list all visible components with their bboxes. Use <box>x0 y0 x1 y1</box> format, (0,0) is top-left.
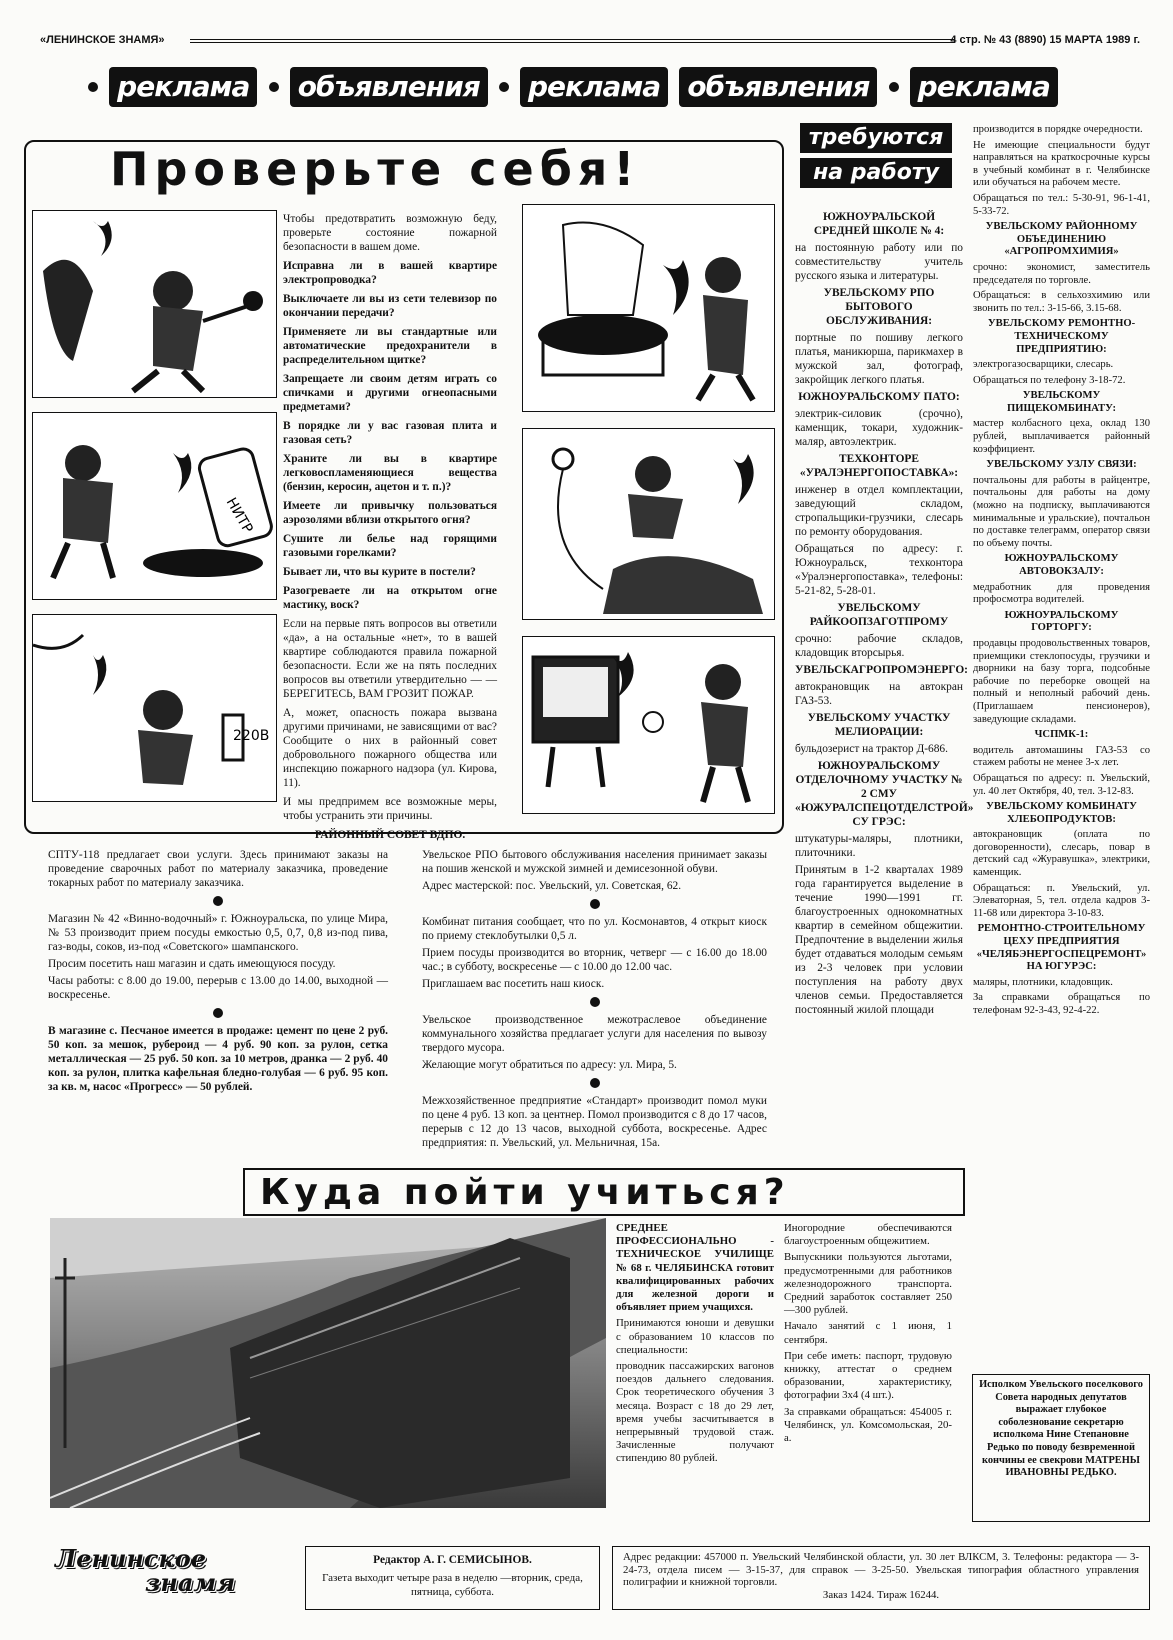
study-text: Начало занятий с 1 июня, 1 сентября. <box>784 1320 952 1346</box>
bottle-label: 220В <box>233 728 270 744</box>
cartoon-panel-electric-plug <box>32 210 277 398</box>
flame-icon <box>93 655 106 695</box>
job-employer: ЮЖНОУРАЛЬСКОЙ СРЕДНЕЙ ШКОЛЕ № 4: <box>813 211 945 237</box>
ad-text: Увельское производственное межотраслевое объединение коммунального хозяйства предлагает услуги для населения по вывозу твердого мусора. <box>422 1014 767 1054</box>
flame-icon <box>93 221 112 256</box>
cartoon-panel-chemicals <box>32 412 277 600</box>
editorial-address: Адрес редакции: 457000 п. Увельский Челябинской области, ул. 30 лет ВЛКСМ, 3. Телефоны: редактора — 3-24-73, отдела писем — 3-15-37, для справок — 3-25-50. Увельская типография областного управления полиграфии и книжной торговли. <box>623 1551 1139 1588</box>
flame-icon <box>173 453 191 493</box>
banner-word: объявления <box>290 67 488 107</box>
banner-dot <box>889 82 899 92</box>
ad-text: СПТУ-118 предлагает свои услуги. Здесь принимают заказы на проведение сварочных работ по материалу заказчика, проведение токарных работ по материалу заказчика. <box>48 849 388 889</box>
separator-dot <box>213 1008 223 1018</box>
job-employer: РЕМОНТНО-СТРОИТЕЛЬНОМУ ЦЕХУ ПРЕДПРИЯТИЯ «ЧЕЛЯБЭНЕРГОСПЕЦРЕМОНТ» НА ЮГУРЭС: <box>976 923 1147 973</box>
jobs-header-line1: требуются <box>800 123 952 153</box>
cartoon-plug-illustration <box>33 211 276 397</box>
job-employer: УВЕЛЬСКОМУ РАЙОННОМУ ОБЪЕДИНЕНИЮ «АГРОПРОМХИМИЯ» <box>985 221 1138 258</box>
job-text: Не имеющие специальности будут направляться на краткосрочные курсы в учебный комбинат в г. Челябинске или обучаться на рабочем месте. <box>973 139 1150 189</box>
job-employer: ТЕХКОНТОРЕ «УРАЛЭНЕРГОПОСТАВКА»: <box>799 453 959 479</box>
cartoon-aerosol-illustration <box>33 615 276 801</box>
paper-name: «ЛЕНИНСКОЕ ЗНАМЯ» <box>40 34 165 46</box>
obituary-box <box>972 1374 1150 1522</box>
header-rule <box>190 39 955 43</box>
job-text: инженер в отдел комплектации, заведующий складом, стропальщики-грузчики, слесарь по ремонту оборудования. <box>795 484 963 538</box>
study-title: Куда пойти учиться? <box>260 1172 790 1213</box>
study-column-2 <box>784 1222 952 1448</box>
job-text: Обращаться по тел.: 5-30-91, 96-1-41, 5-33-72. <box>973 192 1150 217</box>
fire-para: И мы предпримем все возможные меры, чтобы устранить эти причины. <box>283 796 497 822</box>
job-text: на постоянную работу или по совместительству учитель русского языка и литературы. <box>795 242 963 282</box>
study-text: При себе иметь: паспорт, трудовую книжку, аттестат о среднем образовании, характеристику, фотографии 3х4 (4 шт.). <box>784 1349 952 1402</box>
fire-para: А, может, опасность пожара вызвана другими причинами, не зависящими от вас? Сообщите о них в районный совет добровольного пожарного общества или инспекцию пожарного надзора (ул. Кирова, 11). <box>283 707 497 789</box>
fire-para: Применяете ли вы стандартные или автоматические предохранители в распределительном щитке? <box>283 326 497 366</box>
job-text: водитель автомашины ГАЗ-53 со стажем работы не менее 3-х лет. <box>973 744 1150 769</box>
train-photo-illustration <box>50 1218 606 1508</box>
banner-dot <box>499 82 509 92</box>
jobs-column-1 <box>795 210 974 1020</box>
jobs-header-line2: на работу <box>800 158 952 188</box>
cartoon-stove-illustration <box>523 205 774 411</box>
job-text: Принятым в 1-2 кварталах 1989 года гарантируется выделение в течение 1990—1991 гг. благоустроенных однокомнатных квартир в семейном общежитии. Предпочтение в выделении жилья будет отдаваться молодым семьям из 2-3 человек при условии поступления на работу двух членов семьи. Предоставляется постоянный жилой площади <box>795 864 963 1016</box>
job-text: производится в порядке очередности. <box>973 124 1143 135</box>
job-text: портные по пошиву легкого платья, маникюрша, парикмахер в мужской зал, фотограф, закройщик легкого платья. <box>795 332 963 386</box>
ad-text: Комбинат питания сообщает, что по ул. Космонавтов, 4 открыт киоск по приему стеклобутылки 0,5 л. <box>422 916 767 942</box>
banner-word: реклама <box>520 67 668 107</box>
study-text: СРЕДНЕЕ ПРОФЕССИОНАЛЬНО - ТЕХНИЧЕСКОЕ УЧИЛИЩЕ № 68 г. ЧЕЛЯБИНСКА готовит квалифицированных рабочих для железной дороги и объявляет прием учащихся. <box>616 1222 774 1314</box>
banner-word: реклама <box>109 67 257 107</box>
job-text: срочно: экономист, заместитель председателя по торговле. <box>973 261 1150 286</box>
fire-para: Запрещаете ли своим детям играть со спичками и другими огнеопасными предметами? <box>283 373 497 413</box>
job-text: За справками обращаться по телефонам 92-3-43, 92-4-22. <box>973 992 1150 1016</box>
job-employer: ЧСПМК-1: <box>1034 729 1089 741</box>
job-employer: ЮЖНОУРАЛЬСКОМУ АВТОВОКЗАЛУ: <box>1004 553 1119 577</box>
job-employer: УВЕЛЬСКОМУ УЧАСТКУ МЕЛИОРАЦИИ: <box>807 712 951 738</box>
masthead-line1: Ленинское <box>55 1544 207 1573</box>
fire-para: Исправна ли в вашей квартире электропроводка? <box>283 260 497 286</box>
editor-name: Редактор А. Г. СЕМИСЫНОВ. <box>373 1554 532 1566</box>
job-text: бульдозерист на трактор Д-686. <box>795 743 948 755</box>
study-column-1 <box>616 1222 774 1469</box>
ads-banner <box>88 64 1058 110</box>
ad-text: Магазин № 42 «Винно-водочный» г. Южноуральска, по улице Мира, № 53 производит прием посуды емкостью 0,5, 0,7, 0,8 из-под пива, газ-воды, соков, из-под «Советского» шампанского. <box>48 913 388 953</box>
study-text: Выпускники пользуются льготами, предусмотренными для работников железнодорожного транспорта. Средний заработок составляет 250—300 рублей. <box>784 1251 952 1317</box>
fire-para: Имеете ли привычку пользоваться аэрозолями вблизи открытого огня? <box>283 500 497 526</box>
banner-dot <box>88 82 98 92</box>
job-employer: ЮЖНОУРАЛЬСКОМУ ПАТО: <box>798 391 960 403</box>
flame-icon <box>663 260 689 315</box>
publication-schedule: Газета выходит четыре раза в неделю —вторник, среда, пятница, суббота. <box>322 1572 583 1598</box>
ad-text: Приглашаем вас посетить наш киоск. <box>422 978 605 990</box>
fire-para: Если на первые пять вопросов вы ответили «да», а на остальные «нет», то в вашей квартире соблюдаются правила пожарной безопасности. Если же на пять последних вопросов вы ответили утвердительно — — БЕРЕГИТЕСЬ, ВАМ ГРОЗИТ ПОЖАР. <box>283 618 497 700</box>
train-photo <box>50 1218 606 1508</box>
job-text: автокрановщик на автокран ГАЗ-53. <box>795 681 963 707</box>
job-employer: УВЕЛЬСКОМУ РПО БЫТОВОГО ОБСЛУЖИВАНИЯ: <box>823 287 935 327</box>
separator-dot <box>213 896 223 906</box>
cartoon-iron-illustration <box>523 429 774 619</box>
fire-para: Храните ли вы в квартире легковоспламеняющиеся вещества (бензин, керосин, ацетон и т. п.)? <box>283 453 497 493</box>
ad-text: Часы работы: с 8.00 до 19.00, перерыв с 13.00 до 14.00, выходной — воскресенье. <box>48 975 388 1001</box>
job-text: Обращаться: п. Увельский, ул. Элеваторная, 5, тел. отдела кадров 3-11-68 или директора 3-10-83. <box>973 882 1150 919</box>
job-employer: ЮЖНОУРАЛЬСКОМУ ОТДЕЛОЧНОМУ УЧАСТКУ № 2 СМУ «ЮЖУРАЛСПЕЦОТДЕЛСТРОЙ» СУ ГРЭС: <box>795 760 974 828</box>
job-employer: ЮЖНОУРАЛЬСКОМУ ГОРТОРГУ: <box>1004 609 1119 634</box>
banner-word: реклама <box>910 67 1058 107</box>
ad-text: Прием посуды производится во вторник, четверг — с 16.00 до 18.00 час.; в субботу, воскресенье — с 10.00 до 12.00 час. <box>422 947 767 973</box>
study-text: проводник пассажирских вагонов поездов дальнего следования. Срок теоретического обучения 3 месяца. Возраст с 18 до 29 лет, время учебы засчитывается в непрерывный трудовой стаж. Зачисленные получают стипендию 80 рублей. <box>616 1360 774 1465</box>
job-text: медработник для проведения профосмотра водителей. <box>973 581 1150 606</box>
job-employer: УВЕЛЬСКОМУ КОМБИНАТУ ХЛЕБОПРОДУКТОВ: <box>986 801 1137 825</box>
separator-dot <box>590 1078 600 1088</box>
jobs-column-2 <box>973 124 1150 1021</box>
study-text: Иногородние обеспечиваются благоустроенным общежитием. <box>784 1222 952 1248</box>
jobs-header <box>800 123 952 193</box>
job-text: маляры, плотники, кладовщик. <box>973 976 1113 988</box>
ads-left-column <box>48 848 388 1097</box>
job-text: продавцы продовольственных товаров, приемщики стеклопосуды, грузчики и дворники на базу торга, подсобные рабочие по переборке овощей на полный и неполный рабочий день. (Приглашаем пенсионеров), заведующие складами. <box>973 637 1150 725</box>
fire-para: Разогреваете ли на открытом огне мастику, воск? <box>283 585 497 611</box>
ad-text: В магазине с. Песчаное имеется в продаже: цемент по цене 2 руб. 50 коп. за мешок, рубероид — 4 руб. 90 коп. за рулон, сетка металлическая — 25 руб. 50 коп. за 10 метров, дранка — 2 руб. 40 коп. за рулон, плитка кафельная бледно-голубая — 6 руб. 95 коп. за кв. м, насос «Прогресс» — 50 рублей. <box>48 1025 388 1093</box>
separator-dot <box>590 899 600 909</box>
fire-signature: РАЙОННЫЙ СОВЕТ ВДПО. <box>314 829 466 841</box>
ad-text: Межхозяйственное предприятие «Стандарт» производит помол муки по цене 4 руб. 13 коп. за центнер. Помол производится с 8 до 17 часов, перерыв с 12 до 13 часов, выходной суббота, воскресенье. Адрес предприятия: п. Увельский, ул. Мельничная, 15а. <box>422 1095 767 1149</box>
issue-info: 4 стр. № 43 (8890) 15 МАРТА 1989 г. <box>950 34 1140 46</box>
ad-text: Адрес мастерской: пос. Увельский, ул. Советская, 62. <box>422 880 682 892</box>
job-text: почтальоны для работы в райцентре, почтальоны для работы на дому (можно на подписку, выплачиваются минимальные и уральские), почтальон по доставке телеграмм, оператор связи по объему почты. <box>973 474 1150 549</box>
order-info: Заказ 1424. Тираж 16244. <box>822 1588 940 1601</box>
flame-icon <box>733 454 754 504</box>
cartoon-panel-iron <box>522 428 775 620</box>
job-employer: УВЕЛЬСКАГРОПРОМЭНЕРГО: <box>795 664 968 676</box>
obituary-text: Исполком Увельского поселкового Совета народных депутатов выражает глубокое соболезнование секретарю исполкома Нине Степановне Редько по поводу безвременной кончины ее свекрови МАТРЕНЫ ИВАНОВНЫ РЕДЬКО. <box>979 1379 1143 1479</box>
fire-safety-text <box>283 212 497 847</box>
ad-text: Просим посетить наш магазин и сдать имеющуюся посуду. <box>48 958 336 970</box>
study-text: Принимаются юноши и девушки с образованием 10 классов по специальности: <box>616 1317 774 1356</box>
job-text: штукатуры-маляры, плотники, плиточники. <box>795 833 963 859</box>
page-header <box>40 34 1140 48</box>
fire-para: В порядке ли у вас газовая плита и газовая сеть? <box>283 420 497 446</box>
separator-dot <box>590 997 600 1007</box>
job-employer: УВЕЛЬСКОМУ ПИЩЕКОМБИНАТУ: <box>1006 390 1116 414</box>
cartoon-tv-illustration <box>523 637 774 813</box>
fire-safety-title: Проверьте себя! <box>110 142 641 196</box>
cartoon-chemicals-illustration <box>33 413 276 599</box>
ad-text: Желающие могут обратиться по адресу: ул. Мира, 5. <box>422 1059 677 1071</box>
job-text: Обращаться по адресу: п. Увельский, ул. 40 лет Октября, 40, тел. 3-12-83. <box>973 772 1150 797</box>
study-text: За справками обращаться: 454005 г. Челябинск, ул. Комсомольская, 20-а. <box>784 1405 952 1445</box>
cartoon-panel-tv <box>522 636 775 814</box>
fire-para: Выключаете ли вы из сети телевизор по окончании передачи? <box>283 293 497 319</box>
job-text: Обращаться: в сельхозхимию или звонить по тел.: 3-15-66, 3.15-68. <box>973 290 1150 314</box>
job-text: Обращаться по адресу: г. Южноуральск, техконтора «Уралэнергопоставка», телефоны: 5-21-82, 5-28-01. <box>795 543 963 597</box>
masthead-line2: знамя <box>145 1568 236 1597</box>
cartoon-panel-aerosol <box>32 614 277 802</box>
job-employer: УВЕЛЬСКОМУ РАЙКООПЗАГОТПРОМУ <box>809 602 949 628</box>
job-text: электрик-силовик (срочно), каменщик, токари, художник-маляр, автоэлектрик. <box>795 408 963 448</box>
banner-dot <box>269 82 279 92</box>
job-text: мастер колбасного цеха, оклад 130 рублей, выплачивается районный коэффициент. <box>973 418 1150 455</box>
editor-box <box>305 1546 600 1610</box>
job-text: электрогазосварщики, слесарь. <box>973 359 1114 371</box>
ad-text: Увельское РПО бытового обслуживания населения принимает заказы на пошив женской и мужской зимней и демисезонной обуви. <box>422 849 767 875</box>
job-text: автокрановщик (оплата по договоренности), слесарь, повар в детский сад «Журавушка», электрики, каменщик. <box>973 829 1150 879</box>
address-box <box>612 1546 1150 1610</box>
fire-para: Сушите ли белье над горящими газовыми горелками? <box>283 533 497 559</box>
masthead-logo <box>55 1544 293 1607</box>
fire-para: Чтобы предотвратить возможную беду, проверьте состояние пожарной безопасности в вашем доме. <box>283 213 497 253</box>
ads-middle-column <box>422 848 767 1153</box>
can-label: НИТР <box>222 495 256 537</box>
job-text: Обращаться по телефону 3-18-72. <box>973 374 1126 386</box>
cartoon-panel-stove <box>522 204 775 412</box>
fire-para: Бывает ли, что вы курите в постели? <box>283 566 476 578</box>
job-text: срочно: рабочие складов, кладовщик вторсырья. <box>795 633 963 659</box>
job-employer: УВЕЛЬСКОМУ РЕМОНТНО-ТЕХНИЧЕСКОМУ ПРЕДПРИЯТИЮ: <box>987 318 1136 355</box>
banner-word: объявления <box>679 67 877 107</box>
job-employer: УВЕЛЬСКОМУ УЗЛУ СВЯЗИ: <box>986 459 1137 471</box>
